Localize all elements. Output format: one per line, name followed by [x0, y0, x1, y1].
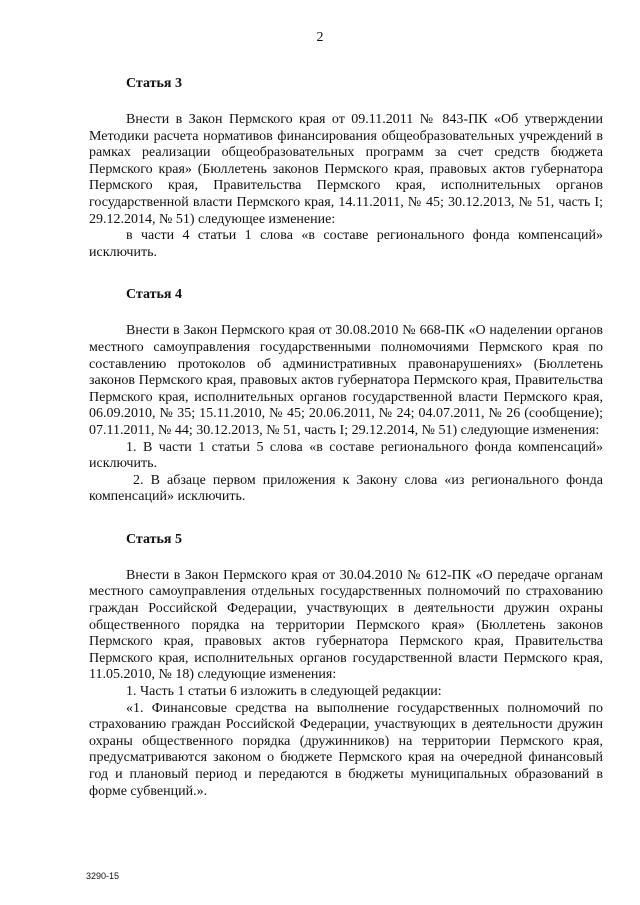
article-5-intro: Внести в Закон Пермского края от 30.04.2010 № 612-ПК «О передаче органам местного самоуправления отдельных государственных полномочий по страхованию граждан Российской Федерации, участвующих в деятельности дружин охраны общественного порядка на территории Пермского края» (Бюллетень законов Пермского края, правовых актов губернатора Пермского края, Правительства Пермского края, исполнительных органов государственной власти Пермского края, 11.05.2010, № 18) следующие изменения:: [89, 567, 603, 683]
article-4-item-1: 1. В части 1 статьи 5 слова «в составе регионального фонда компенсаций» исключить.: [89, 439, 603, 472]
article-5-item-1: 1. Часть 1 статьи 6 изложить в следующей редакции:: [126, 684, 442, 700]
article-4-heading: Статья 4: [126, 287, 182, 303]
article-3-intro: Внести в Закон Пермского края от 09.11.2011 № 843-ПК «Об утверждении Методики расчета нормативов финансирования общеобразовательных учреждений в рамках реализации общеобразовательных программ за счет средств бюджета Пермского края» (Бюллетень законов Пермского края, правовых актов губернатора Пермского края, Правительства Пермского края, исполнительных органов государственной власти Пермского края, 14.11.2011, № 45; 30.12.2013, № 51, часть I; 29.12.2014, № 51) следующее изменение:: [89, 112, 603, 227]
article-3-heading: Статья 3: [126, 76, 182, 91]
article-4-intro: Внести в Закон Пермского края от 30.08.2010 № 668-ПК «О наделении органов местного самоуправления государственными полномочиями Пермского края по составлению протоколов об административных правонарушениях» (Бюллетень законов Пермского края, правовых актов губернатора Пермского края, Правительства Пермского края, исполнительных органов государственной власти Пермского края, 06.09.2010, № 35; 15.11.2010, № 45; 20.06.2011, № 24; 04.07.2011, № 26 (сообщение); 07.11.2011, № 44; 30.12.2013, № 51, часть I; 29.12.2014, № 51) следующие изменения:: [89, 323, 603, 438]
document-code: 3290-15: [86, 871, 120, 881]
article-4-item-2: 2. В абзаце первом приложения к Закону слова «из регионального фонда компенсаций» исключить.: [89, 472, 603, 505]
article-5-heading: Статья 5: [126, 531, 182, 547]
page-number: 2: [316, 30, 324, 45]
article-3-item-1: в части 4 статьи 1 слова «в составе регионального фонда компенсаций» исключить.: [89, 228, 603, 260]
document-body: [89, 76, 603, 800]
article-5-item-2: «1. Финансовые средства на выполнение государственных полномочий по страхованию граждан Российской Федерации, участвующих в деятельности дружин охраны общественного порядка (дружинников) на территории Пермского края, предусматриваются законом о бюджете Пермского края на очередной финансовый год и плановый период и передаются в бюджеты муниципальных образований в форме субвенций.».: [89, 700, 603, 799]
